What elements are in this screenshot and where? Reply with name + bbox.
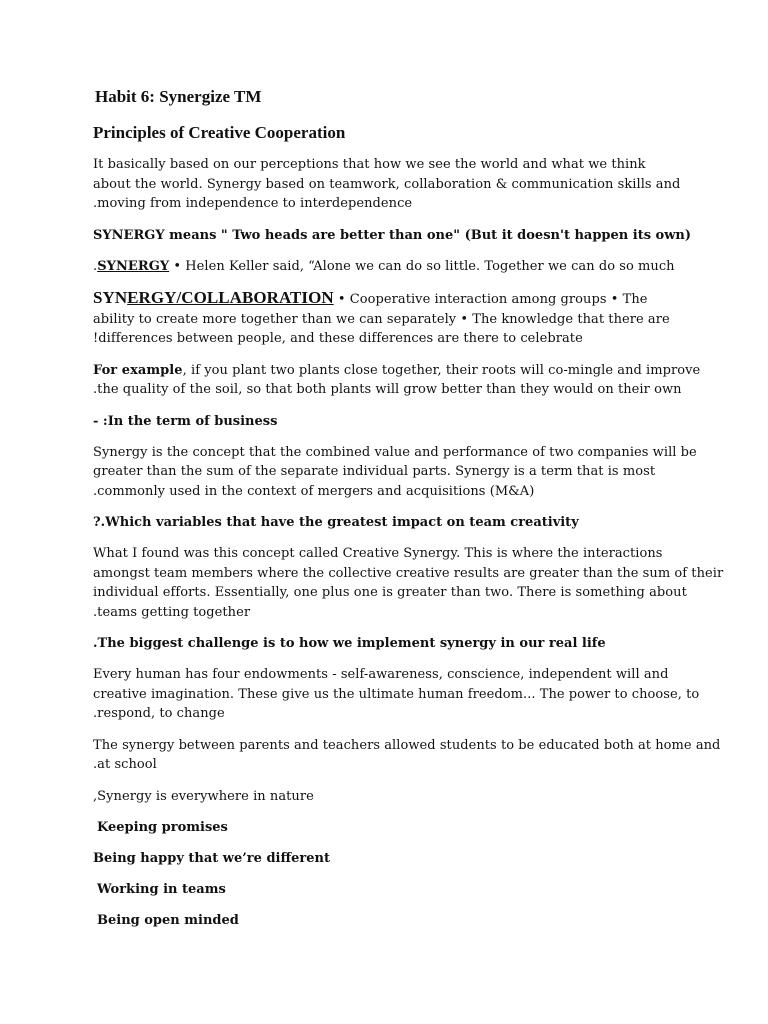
collab-line1-text: • Cooperative interaction among groups • The [333,292,648,307]
intro-line: .moving from independence to interdependence [93,196,413,211]
collab-line: !differences between people, and these differences are there to celebrate [93,331,583,346]
collab-label-a: SYN [93,288,128,307]
business-line: greater than the sum of the separate individual parts. Synergy is a term that is most [93,464,656,479]
page-title: Habit 6: Synergize TM [95,87,262,106]
parents-line: .at school [93,757,157,772]
example-line: .the quality of the soil, so that both plants will grow better than they would on their own [93,382,682,397]
collab-label-b: ERGY/COLLABORATION [127,288,334,307]
document-page [93,86,724,942]
intro-line: It basically based on our perceptions that how we see the world and what we think [93,157,646,172]
business-line: Synergy is the concept that the combined value and performance of two companies will be [93,444,697,460]
example-line1-text: , if you plant two plants close together, their roots will co-mingle and improve [182,362,701,378]
keller-prefix: . [93,258,98,274]
parents-paragraph [93,736,721,775]
variables-heading: ?.Which variables that have the greatest impact on team creativity [93,515,579,530]
variables-line: What I found was this concept called Creative Synergy. This is where the interactions [93,546,663,561]
nature-paragraph [93,787,693,807]
business-paragraph [93,443,697,502]
intro-paragraph [93,155,693,214]
nature-line: ,Synergy is everywhere in nature [93,788,314,804]
keller-synergy-label: SYNERGY [97,258,170,274]
endowments-line: Every human has four endowments - self-awareness, conscience, independent will and [93,667,669,682]
parents-line: The synergy between parents and teachers allowed students to be educated both at home and [93,737,721,753]
variables-line: .teams getting together [93,604,251,620]
list-item: Working in teams [97,882,226,897]
variables-paragraph [93,544,724,622]
endowments-line: .respond, to change [93,706,225,721]
challenge-heading: .The biggest challenge is to how we implement synergy in our real life [93,636,606,651]
endowments-line: creative imagination. These give us the ultimate human freedom... The power to choose, to [93,686,700,702]
synergy-means-heading: SYNERGY means " Two heads are better than one" (But it doesn't happen its own) [93,227,692,243]
keller-quote-text: • Helen Keller said, “Alone we can do so little. Together we can do so much [169,258,675,274]
intro-line: about the world. Synergy based on teamwork, collaboration & communication skills and [93,176,681,192]
keller-quote-paragraph [93,257,693,277]
list-item: Keeping promises [97,820,228,835]
endowments-paragraph [93,665,700,724]
example-label: For example [93,362,183,378]
business-line: .commonly used in the context of mergers and acquisitions (M&A) [93,483,535,499]
variables-line: amongst team members where the collective creative results are greater than the sum of their [93,565,724,581]
list-item: Being happy that we’re different [93,851,330,866]
variables-line: individual efforts. Essentially, one plus one is greater than two. There is something about [93,585,687,600]
page-subtitle: Principles of Creative Cooperation [93,123,346,142]
business-heading: - :In the term of business [93,413,278,429]
list-item: Being open minded [97,913,239,928]
collaboration-paragraph [93,288,693,349]
collab-line: ability to create more together than we can separately • The knowledge that there are [93,311,670,327]
example-paragraph [93,361,701,400]
